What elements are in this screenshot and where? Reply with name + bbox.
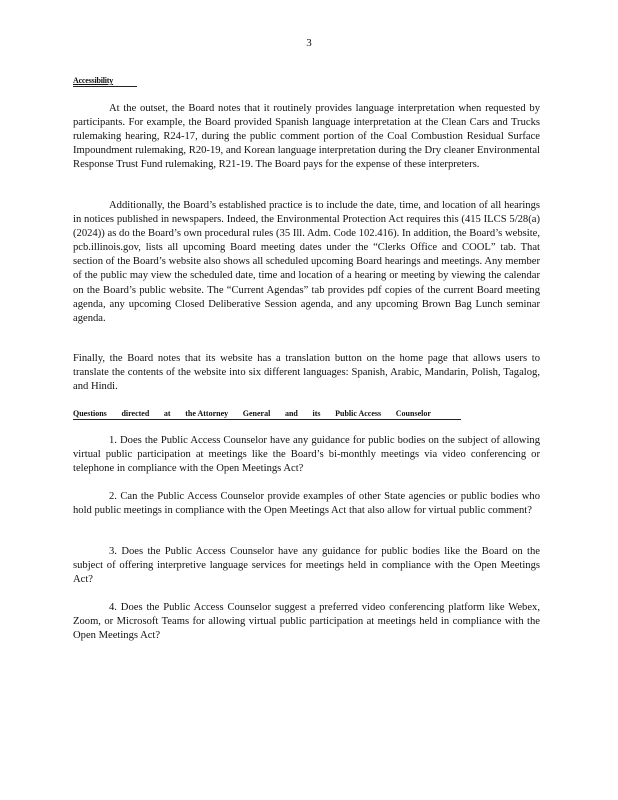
questions-heading: [73, 409, 431, 418]
question-1: [73, 434, 540, 476]
question-text: 1. Does the Public Access Counselor have any guidance for public bodies on the subject of allowing virtual public participation at meetings like the Board’s bi-monthly meetings via video conferencing or telephone in compliance with the Open Meetings Act?: [73, 435, 540, 475]
question-text: 4. Does the Public Access Counselor suggest a preferred video conferencing platform like Webex, Zoom, or Microsoft Teams for allowing virtual public participation at meetings held in compliance with the Open Meetings Act?: [73, 602, 540, 642]
accessibility-heading-underline: [73, 86, 137, 87]
questions-heading-word: directed: [121, 409, 150, 418]
page-number: 3: [306, 37, 312, 49]
questions-heading-word: at: [163, 409, 171, 418]
question-4: [73, 601, 540, 643]
questions-heading-underline: [73, 419, 461, 420]
questions-heading-word: Counselor: [395, 409, 431, 418]
questions-heading-word: Questions: [73, 409, 107, 418]
question-text: 2. Can the Public Access Counselor provide examples of other State agencies or public bodies who hold public meetings in compliance with the Open Meetings Act that also allow for virtual public comment?: [73, 491, 540, 517]
accessibility-paragraph-3: [73, 352, 540, 394]
questions-heading-word: General: [242, 409, 271, 418]
accessibility-paragraph-2: [73, 199, 540, 326]
questions-heading-word: Public Access: [335, 409, 382, 418]
accessibility-heading: Accessibility: [73, 76, 114, 85]
question-text: 3. Does the Public Access Counselor have any guidance for public bodies like the Board on the subject of offering interpretive language services for meetings held in compliance with the Open Meetings Act?: [73, 546, 540, 586]
accessibility-paragraph-1: [73, 102, 540, 172]
questions-heading-word: its: [312, 409, 321, 418]
question-3: [73, 545, 540, 587]
questions-heading-word: the Attorney: [185, 409, 229, 418]
question-2: [73, 490, 540, 518]
paragraph-text: Finally, the Board notes that its website has a translation button on the home page that allows users to translate the contents of the website into six different languages: Spanish, Arabic, Mandarin, Polish, Tagalog, and Hindi.: [73, 353, 540, 393]
questions-heading-word: and: [284, 409, 298, 418]
paragraph-text: Additionally, the Board’s established practice is to include the date, time, and location of all hearings in notices published in newspapers. Indeed, the Environmental Protection Act requires this (415 ILCS 5/28(a) (2024)) as do the Board’s own procedural rules (35 Ill. Adm. Code 102.416). In addition, the Board’s website, pcb.illinois.gov, lists all upcoming Board meeting dates under the “Clerks Office and COOL” tab. That section of the Board’s website also shows all scheduled upcoming Board hearings and meetings. Any member of the public may view the scheduled date, time and location of a hearing or meeting by viewing the calendar on the Board’s public website. The “Current Agendas” tab provides pdf copies of the current Board meeting agenda, any upcoming Closed Deliberative Session agenda, and any upcoming Brown Bag Lunch seminar agenda.: [73, 200, 540, 324]
paragraph-text: At the outset, the Board notes that it routinely provides language interpretation when requested by participants. For example, the Board provided Spanish language interpretation at the Clean Cars and Trucks rulemaking hearing, R24-17, during the public comment portion of the Coal Combustion Residual Surface Impoundment rulemaking, R20-19, and Korean language interpretation during the Dry cleaner Environmental Response Trust Fund rulemaking, R21-19. The Board pays for the expense of these interpreters.: [73, 103, 540, 171]
